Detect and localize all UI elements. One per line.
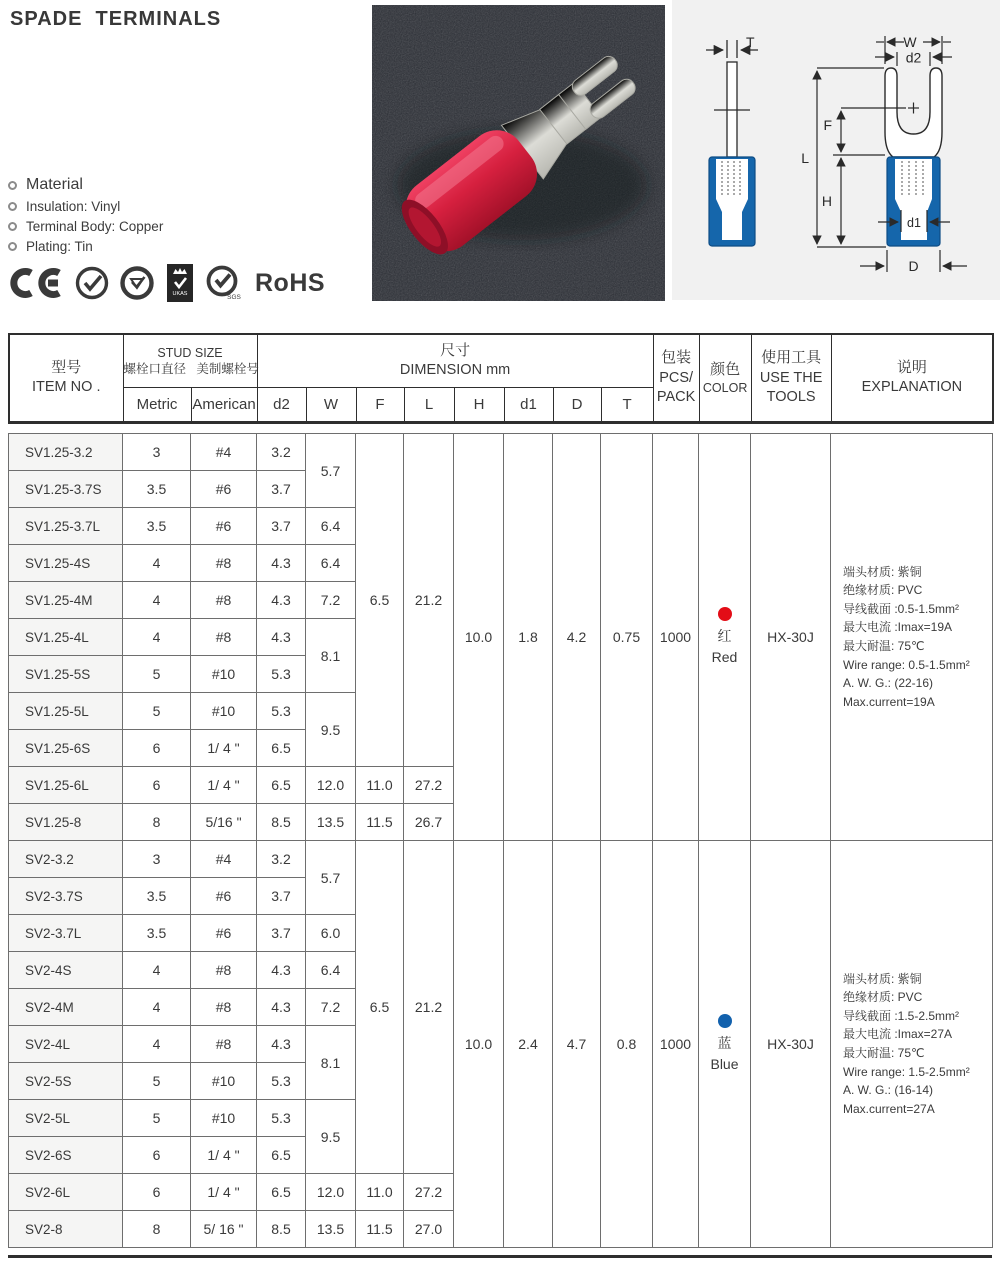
cell-d2: 3.7: [257, 471, 306, 508]
explanation-line: 最大耐温: 75℃: [843, 1046, 925, 1060]
cell-american: #10: [191, 656, 257, 693]
col-header-d2: d2: [257, 388, 306, 423]
cell-metric: 4: [123, 952, 191, 989]
cell-american: #8: [191, 545, 257, 582]
col-header-pack: [653, 334, 699, 423]
material-item-row: [8, 219, 163, 234]
cell-item: SV1.25-3.2: [9, 434, 123, 471]
col-header-stud-size: [123, 334, 257, 388]
dimension-zh: 尺寸: [440, 342, 471, 360]
cell-d2: 5.3: [257, 656, 306, 693]
cell-metric: 4: [123, 1026, 191, 1063]
explanation-line: 绝缘材质: PVC: [843, 990, 923, 1005]
cell-item: SV1.25-8: [9, 804, 123, 841]
cell-f: 6.5: [356, 841, 404, 1174]
explanation-line: 最大耐温: 75℃: [843, 639, 925, 653]
cell-item: SV1.25-3.7S: [9, 471, 123, 508]
color-name-zh: 红: [717, 628, 732, 645]
cell-item: SV2-3.7L: [9, 915, 123, 952]
explanation-line: 最大电流 :Imax=27A: [843, 1027, 953, 1042]
cell-w: 7.2: [306, 582, 356, 619]
cell-d2: 6.5: [257, 730, 306, 767]
tools-en2: TOOLS: [766, 389, 816, 406]
color-dot-icon: [718, 1014, 732, 1028]
cell-american: #10: [191, 1063, 257, 1100]
cell-l: 26.7: [404, 804, 454, 841]
weee-compliant-icon: [75, 266, 109, 300]
explanation-line: A. W. G.: (16-14): [843, 1083, 934, 1098]
dim-label-d2: d2: [905, 49, 922, 66]
cell-item: SV2-3.2: [9, 841, 123, 878]
cell-metric: 5: [123, 1063, 191, 1100]
cell-metric: 6: [123, 1174, 191, 1211]
cell-pack: 1000: [653, 434, 699, 841]
cell-item: SV1.25-4M: [9, 582, 123, 619]
col-header-color: [699, 334, 751, 423]
explanation-line: Max.current=19A: [843, 694, 935, 709]
col-header-item-no: [9, 334, 123, 423]
cell-american: #6: [191, 915, 257, 952]
cell-american: #8: [191, 582, 257, 619]
cell-metric: 8: [123, 1211, 191, 1248]
cell-item: SV1.25-6S: [9, 730, 123, 767]
material-heading-row: [8, 176, 163, 194]
material-item-row: [8, 199, 163, 214]
cell-american: #10: [191, 1100, 257, 1137]
cell-american: 5/ 16 ": [191, 1211, 257, 1248]
cell-w: 12.0: [306, 767, 356, 804]
material-item: Insulation: Vinyl: [26, 199, 121, 214]
cell-american: #6: [191, 878, 257, 915]
explanation-line: 导线截面 :1.5-2.5mm²: [843, 1008, 960, 1023]
item-no-zh: 型号: [51, 359, 82, 377]
cell-d2: 5.3: [257, 693, 306, 730]
cell-d1: 1.8: [504, 434, 553, 841]
sv2-block: [9, 841, 993, 1248]
color-name-en: Blue: [710, 1055, 739, 1072]
top-section: [0, 0, 1000, 333]
cell-d2: 4.3: [257, 545, 306, 582]
cell-metric: 3: [123, 841, 191, 878]
iso-check-icon: [120, 266, 156, 300]
explanation-line: 端头材质: 紫铜: [843, 971, 922, 986]
cell-metric: 5: [123, 656, 191, 693]
color-dot-icon: [718, 607, 732, 621]
col-header-d: D: [553, 388, 601, 423]
sv125-block: [9, 434, 993, 841]
cell-american: #8: [191, 619, 257, 656]
cell-w: 8.1: [306, 1026, 356, 1100]
cell-l: 21.2: [404, 434, 454, 767]
color-name-zh: 蓝: [717, 1035, 732, 1052]
cell-metric: 6: [123, 767, 191, 804]
cell-f: 11.0: [356, 1174, 404, 1211]
col-header-explanation: [831, 334, 993, 423]
table-bottom-rule: [8, 1255, 992, 1258]
cell-w: 6.4: [306, 952, 356, 989]
spec-table-header: [8, 333, 994, 424]
cell-w: 8.1: [306, 619, 356, 693]
material-item: Terminal Body: Copper: [26, 219, 164, 234]
cell-item: SV1.25-5L: [9, 693, 123, 730]
cell-f: 11.0: [356, 767, 404, 804]
cell-metric: 3.5: [123, 915, 191, 952]
cell-item: SV1.25-4S: [9, 545, 123, 582]
stud-size-title: STUD SIZE: [157, 345, 223, 360]
tools-en1: USE THE: [759, 369, 823, 386]
cell-w: 9.5: [306, 1100, 356, 1174]
ce-mark-icon: [8, 267, 64, 299]
cell-metric: 8: [123, 804, 191, 841]
cell-w: 13.5: [306, 804, 356, 841]
col-header-tools: [751, 334, 831, 423]
cell-l: 27.0: [404, 1211, 454, 1248]
explanation-line: 端头材质: 紫铜: [843, 564, 922, 579]
pack-en1: PCS/: [659, 369, 694, 386]
rohs-label: RoHS: [255, 268, 326, 297]
cell-d2: 8.5: [257, 804, 306, 841]
cell-w: 12.0: [306, 1174, 356, 1211]
col-header-american: American: [191, 388, 257, 423]
cell-d2: 4.3: [257, 1026, 306, 1063]
dimension-en: DIMENSION mm: [399, 362, 511, 379]
cell-d2: 5.3: [257, 1063, 306, 1100]
cell-d2: 6.5: [257, 1137, 306, 1174]
cell-d2: 8.5: [257, 1211, 306, 1248]
cell-w: 13.5: [306, 1211, 356, 1248]
cell-american: #4: [191, 434, 257, 471]
cell-item: SV2-5L: [9, 1100, 123, 1137]
col-header-dimension: [257, 334, 653, 388]
dim-label-t: T: [746, 34, 755, 50]
cell-item: SV2-6S: [9, 1137, 123, 1174]
cell-item: SV2-5S: [9, 1063, 123, 1100]
cell-item: SV2-3.7S: [9, 878, 123, 915]
certification-logos: [8, 263, 325, 303]
cell-d2: 5.3: [257, 1100, 306, 1137]
cell-d: 4.7: [553, 841, 601, 1248]
col-header-metric: Metric: [123, 388, 191, 423]
cell-item: SV1.25-6L: [9, 767, 123, 804]
cell-american: #8: [191, 989, 257, 1026]
cell-american: #4: [191, 841, 257, 878]
cell-h: 10.0: [454, 841, 504, 1248]
col-header-t: T: [601, 388, 653, 423]
cell-w: 5.7: [306, 434, 356, 508]
cell-metric: 4: [123, 619, 191, 656]
cell-w: 9.5: [306, 693, 356, 767]
col-header-h: H: [454, 388, 504, 423]
cell-d2: 6.5: [257, 767, 306, 804]
cell-american: 1/ 4 ": [191, 730, 257, 767]
cell-american: #8: [191, 952, 257, 989]
cell-tool: HX-30J: [751, 841, 831, 1248]
cell-tool: HX-30J: [751, 434, 831, 841]
cell-explanation: [831, 841, 993, 1248]
dim-label-l: L: [801, 150, 809, 166]
ring-bullet-icon: [8, 222, 17, 231]
cell-american: 1/ 4 ": [191, 1174, 257, 1211]
cell-metric: 5: [123, 1100, 191, 1137]
ring-bullet-icon: [8, 181, 17, 190]
table-row: [9, 841, 993, 878]
stud-size-sub: 螺栓口直径 美制螺栓号: [123, 362, 259, 376]
cell-metric: 4: [123, 582, 191, 619]
page-title: SPADE TERMINALS: [10, 8, 222, 30]
material-section: [8, 176, 163, 259]
cell-d2: 3.7: [257, 915, 306, 952]
pack-en2: PACK: [656, 389, 696, 406]
cell-american: 1/ 4 ": [191, 767, 257, 804]
cell-american: 5/16 ": [191, 804, 257, 841]
dim-label-h: H: [821, 193, 832, 209]
cell-w: 5.7: [306, 841, 356, 915]
cell-metric: 6: [123, 730, 191, 767]
material-item-row: [8, 239, 163, 254]
cell-f: 11.5: [356, 804, 404, 841]
explanation-line: 导线截面 :0.5-1.5mm²: [843, 601, 960, 616]
cell-metric: 3.5: [123, 471, 191, 508]
cell-metric: 4: [123, 545, 191, 582]
cell-w: 6.0: [306, 915, 356, 952]
cell-f: 6.5: [356, 434, 404, 767]
cell-d2: 4.3: [257, 989, 306, 1026]
cell-d2: 3.7: [257, 508, 306, 545]
material-item: Plating: Tin: [26, 239, 93, 254]
sgs-label: SGS: [227, 294, 241, 301]
cell-w: 6.4: [306, 508, 356, 545]
cell-american: 1/ 4 ": [191, 1137, 257, 1174]
cell-item: SV1.25-4L: [9, 619, 123, 656]
cell-american: #6: [191, 508, 257, 545]
cell-d2: 4.3: [257, 619, 306, 656]
cell-d2: 3.7: [257, 878, 306, 915]
cell-metric: 3.5: [123, 508, 191, 545]
color-name-en: Red: [711, 648, 738, 665]
material-heading: Material: [26, 176, 83, 193]
cell-d2: 4.3: [257, 952, 306, 989]
cell-explanation: [831, 434, 993, 841]
explanation-line: Wire range: 0.5-1.5mm²: [843, 657, 970, 672]
ring-bullet-icon: [8, 202, 17, 211]
dim-label-w: W: [903, 34, 917, 50]
cell-color: [699, 434, 751, 841]
explanation-line: Wire range: 1.5-2.5mm²: [843, 1064, 970, 1079]
cell-item: SV1.25-3.7L: [9, 508, 123, 545]
ukas-badge-icon: [167, 264, 193, 302]
dimension-diagram: [672, 0, 1000, 300]
table-row: [9, 434, 993, 471]
cell-metric: 3.5: [123, 878, 191, 915]
explanation-line: 最大电流 :Imax=19A: [843, 620, 953, 635]
col-header-f: F: [356, 388, 404, 423]
dim-label-d1: d1: [907, 216, 921, 230]
color-zh: 颜色: [710, 360, 741, 378]
cell-l: 27.2: [404, 767, 454, 804]
cell-d: 4.2: [553, 434, 601, 841]
cell-d2: 3.2: [257, 434, 306, 471]
cell-metric: 3: [123, 434, 191, 471]
cell-l: 21.2: [404, 841, 454, 1174]
col-header-l: L: [404, 388, 454, 423]
ukas-label: UKAS: [172, 291, 188, 297]
cell-item: SV2-6L: [9, 1174, 123, 1211]
cell-item: SV1.25-5S: [9, 656, 123, 693]
cell-metric: 4: [123, 989, 191, 1026]
cell-pack: 1000: [653, 841, 699, 1248]
explanation-line: Max.current=27A: [843, 1101, 935, 1116]
cell-d2: 4.3: [257, 582, 306, 619]
cell-item: SV2-4M: [9, 989, 123, 1026]
explanation-line: A. W. G.: (22-16): [843, 676, 934, 691]
spec-tables: [8, 333, 992, 1258]
cell-item: SV2-8: [9, 1211, 123, 1248]
cell-w: 7.2: [306, 989, 356, 1026]
cell-metric: 5: [123, 693, 191, 730]
product-photo: [372, 5, 665, 301]
cell-h: 10.0: [454, 434, 504, 841]
col-header-d1: d1: [504, 388, 553, 423]
cell-item: SV2-4L: [9, 1026, 123, 1063]
dim-label-f: F: [823, 117, 832, 133]
sgs-check-icon: [204, 264, 244, 302]
cell-item: SV2-4S: [9, 952, 123, 989]
ring-bullet-icon: [8, 242, 17, 251]
cell-w: 6.4: [306, 545, 356, 582]
col-header-w: W: [306, 388, 356, 423]
cell-american: #6: [191, 471, 257, 508]
cell-t: 0.75: [601, 434, 653, 841]
cell-american: #8: [191, 1026, 257, 1063]
pack-zh: 包装: [661, 349, 692, 367]
spec-table-body: [8, 433, 993, 1248]
cell-metric: 6: [123, 1137, 191, 1174]
cell-color: [699, 841, 751, 1248]
dim-label-d: D: [908, 258, 919, 274]
tools-zh: 使用工具: [761, 349, 822, 367]
cell-d1: 2.4: [504, 841, 553, 1248]
cell-f: 11.5: [356, 1211, 404, 1248]
explanation-en: EXPLANATION: [861, 379, 963, 396]
cell-d2: 3.2: [257, 841, 306, 878]
cell-t: 0.8: [601, 841, 653, 1248]
explanation-zh: 说明: [896, 359, 927, 377]
color-en: COLOR: [702, 381, 748, 395]
explanation-line: 绝缘材质: PVC: [843, 583, 923, 598]
cell-l: 27.2: [404, 1174, 454, 1211]
cell-d2: 6.5: [257, 1174, 306, 1211]
item-no-en: ITEM NO .: [32, 379, 101, 396]
cell-american: #10: [191, 693, 257, 730]
